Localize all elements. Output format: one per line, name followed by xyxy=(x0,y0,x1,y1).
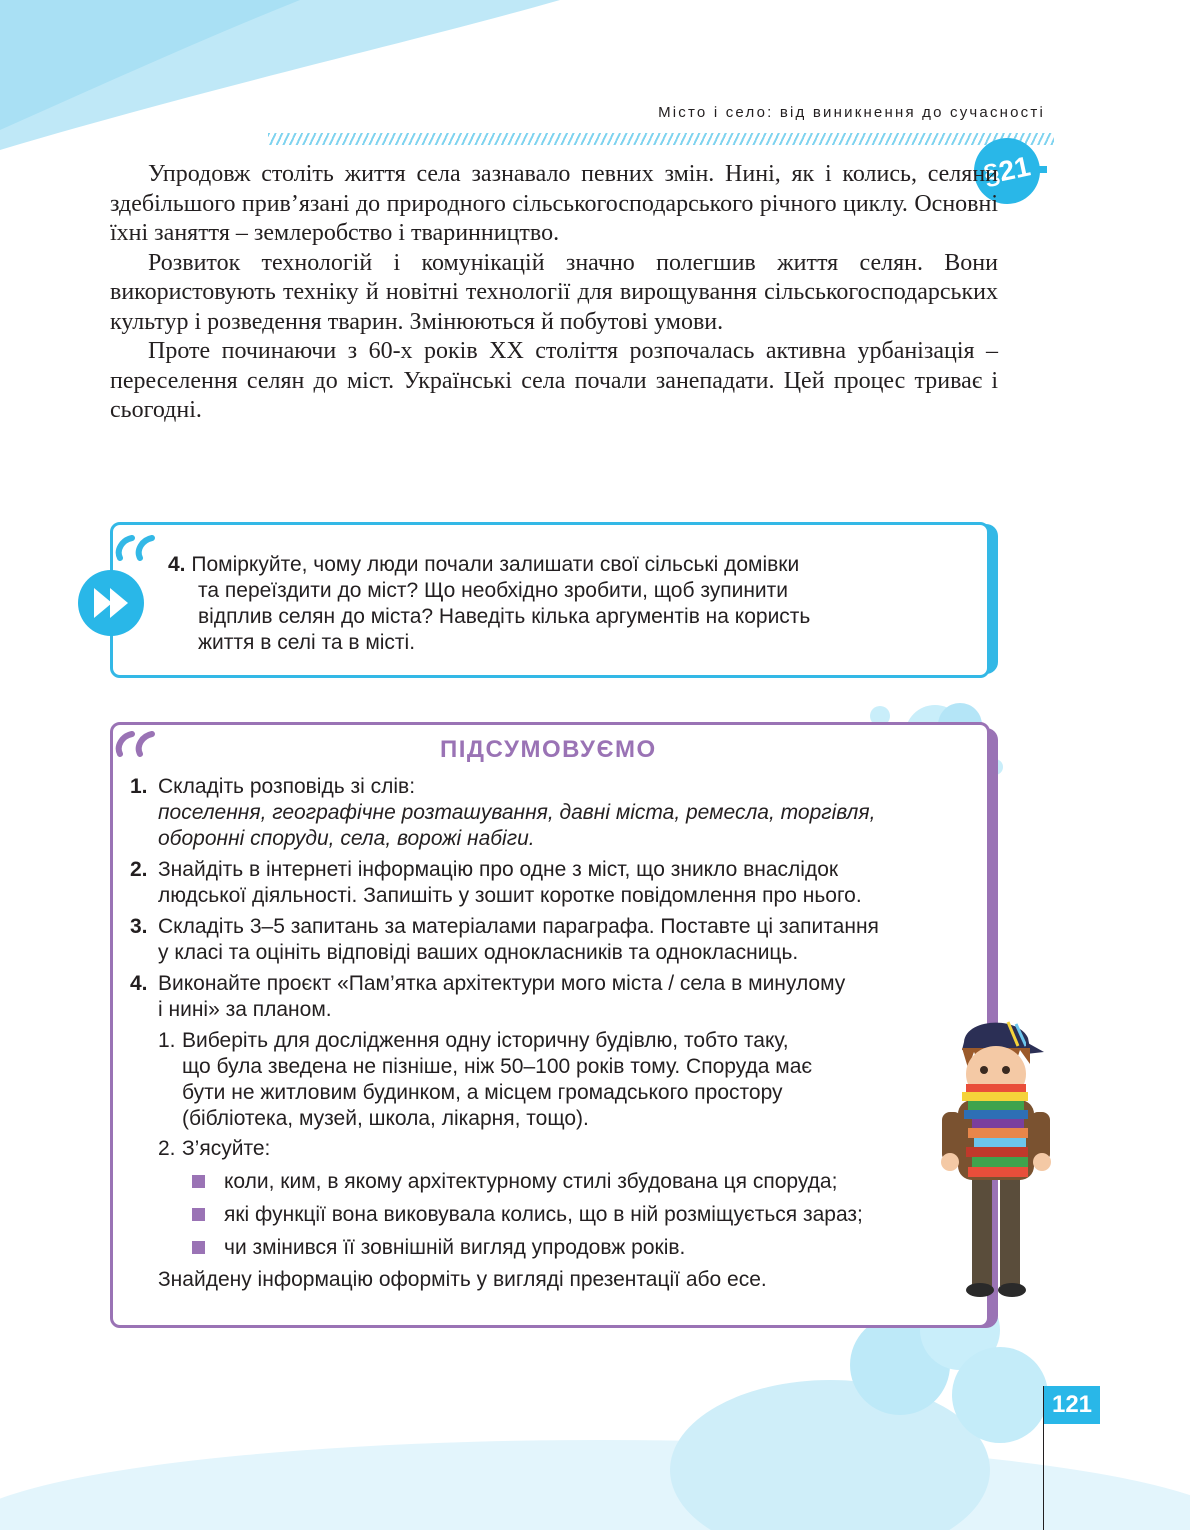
item-number: 2. xyxy=(130,858,148,881)
sub-item xyxy=(130,1028,980,1132)
list-item xyxy=(130,857,980,909)
list-item xyxy=(130,914,980,966)
item-text: Складіть розповідь зі слів: xyxy=(158,775,416,798)
task-line: Поміркуйте, чому люди почали залишати свої сільські домівки xyxy=(191,553,800,576)
page-number: 121 xyxy=(1044,1386,1100,1424)
item-italic: оборонні споруди, села, ворожі набіги. xyxy=(158,827,535,850)
item-text: людської діяльності. Запишіть у зошит коротке повідомлення про нього. xyxy=(158,884,862,907)
item-number: 3. xyxy=(130,915,148,938)
sub-line: (бібліотека, музей, школа, лікарня, тощо). xyxy=(182,1107,589,1130)
paragraph: Упродовж століть життя села зазнавало певних змін. Нині, як і колись, селяни здебільшого прив’язані до природного сільськогосподарського річного циклу. Основні їхні заняття – землеробство і тваринництво. xyxy=(110,161,998,246)
list-item xyxy=(130,774,980,852)
bullet-text: чи змінився її зовнішній вигляд упродовж років. xyxy=(224,1236,686,1259)
item-text: Виконайте проєкт «Пам’ятка архітектури мого міста / села в минулому xyxy=(158,972,846,995)
quote-marks-icon xyxy=(112,726,172,766)
item-text: і нині» за планом. xyxy=(158,998,332,1021)
sub-line: що була зведена не пізніше, ніж 50–100 років тому. Споруда має xyxy=(182,1055,813,1078)
item-italic: поселення, географічне розташування, давні міста, ремесла, торгівля, xyxy=(158,801,876,824)
task-line: життя в селі та в місті. xyxy=(198,631,416,654)
list-item xyxy=(130,971,980,1023)
square-bullet-icon xyxy=(192,1175,205,1188)
body-text xyxy=(110,160,998,426)
quote-marks-icon xyxy=(112,530,172,570)
bullet-item xyxy=(130,1202,980,1228)
paragraph: Розвиток технологій і комунікацій значно полегшив життя селян. Вони використовують техніку й новітні технології для вирощування сільськогосподарських культур і розведення тварин. Змінюються й побутові умови. xyxy=(110,249,998,335)
task-line: відплив селян до міста? Наведіть кілька аргументів на користь xyxy=(198,605,811,628)
sub-line: З’ясуйте: xyxy=(182,1137,271,1160)
bullet-text: які функції вона виковувала колись, що в ній розміщується зараз; xyxy=(224,1203,863,1226)
bullet-text: коли, ким, в якому архітектурному стилі збудована ця споруда; xyxy=(224,1170,838,1193)
bullet-item xyxy=(130,1169,980,1195)
paragraph: Проте починаючи з 60-х років XX століття розпочалась активна урбанізація – переселення селян до міст. Українські села почали занепадати. Цей процес триває і сьогодні. xyxy=(110,338,998,423)
final-instruction: Знайдену інформацію оформіть у вигляді презентації або есе. xyxy=(158,1268,767,1291)
section-badge: §21 xyxy=(968,132,1046,210)
sub-line: бути не житловим будинком, а місцем громадського простору xyxy=(182,1081,783,1104)
square-bullet-icon xyxy=(192,1208,205,1221)
bullet-item xyxy=(130,1235,980,1261)
square-bullet-icon xyxy=(192,1241,205,1254)
running-title: Місто і село: від виникнення до сучасності xyxy=(658,104,1045,121)
sub-number: 1. xyxy=(158,1029,176,1052)
header-hatch-line xyxy=(268,133,1054,145)
task-text xyxy=(168,552,928,656)
sub-line: Виберіть для дослідження одну історичну будівлю, тобто таку, xyxy=(182,1029,789,1052)
item-number: 4. xyxy=(130,972,148,995)
task-line: та переїздити до міст? Що необхідно зробити, щоб зупинити xyxy=(198,579,789,602)
item-text: у класі та оцініть відповіді ваших однокласників та однокласниць. xyxy=(158,941,799,964)
sub-item xyxy=(130,1136,980,1162)
item-text: Складіть 3–5 запитань за матеріалами параграфа. Поставте ці запитання xyxy=(158,915,879,938)
sub-number: 2. xyxy=(158,1137,176,1160)
summary-title: ПІДСУМОВУЄМО xyxy=(440,736,657,763)
item-text: Знайдіть в інтернеті інформацію про одне з міст, що зникло внаслідок xyxy=(158,858,839,881)
boy-with-books-illustration xyxy=(938,1012,1058,1302)
forward-icon xyxy=(78,570,144,636)
summary-list xyxy=(130,774,980,1293)
task-number: 4. xyxy=(168,553,186,576)
item-number: 1. xyxy=(130,775,148,798)
